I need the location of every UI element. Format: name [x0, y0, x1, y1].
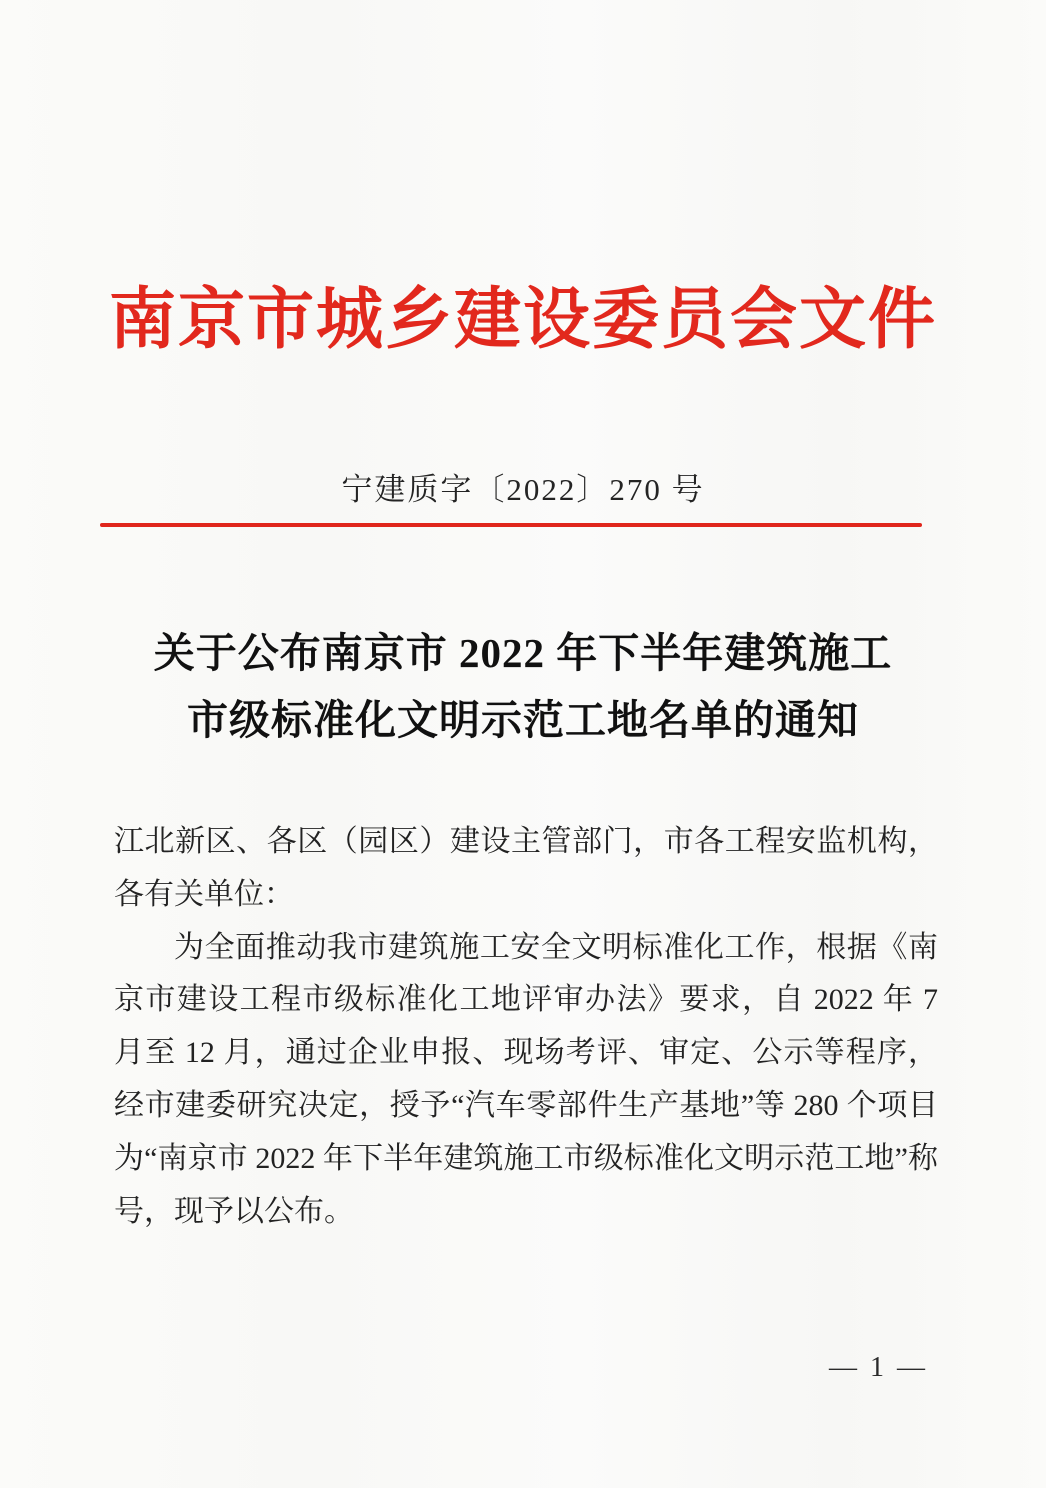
document-header-title: 南京市城乡建设委员会文件 — [109, 283, 937, 357]
document-body — [114, 816, 938, 1238]
document-title-line-2: 市级标准化文明示范工地名单的通知 — [187, 697, 859, 743]
salutation-paragraph: 江北新区、各区（园区）建设主管部门，市各工程安监机构，各有关单位： — [114, 825, 938, 911]
page-number: — 1 — — [829, 1352, 928, 1383]
red-divider-line — [100, 523, 922, 527]
body-paragraph: 为全面推动我市建筑施工安全文明标准化工作，根据《南京市建设工程市级标准化工地评审办法》要求，自 2022 年 7 月至 12 月，通过企业申报、现场考评、审定、公示等程序，经市建委研究决定，授予“汽车零部件生产基地”等 280 个项目为“南京市 2022 年下半年建筑施工市级标准化文明示范工地”称号，现予以公布。 — [114, 930, 938, 1228]
document-title-line-1: 关于公布南京市 2022 年下半年建筑施工 — [153, 630, 893, 676]
document-title — [0, 620, 1046, 754]
document-number: 宁建质字〔2022〕270 号 — [341, 472, 705, 507]
